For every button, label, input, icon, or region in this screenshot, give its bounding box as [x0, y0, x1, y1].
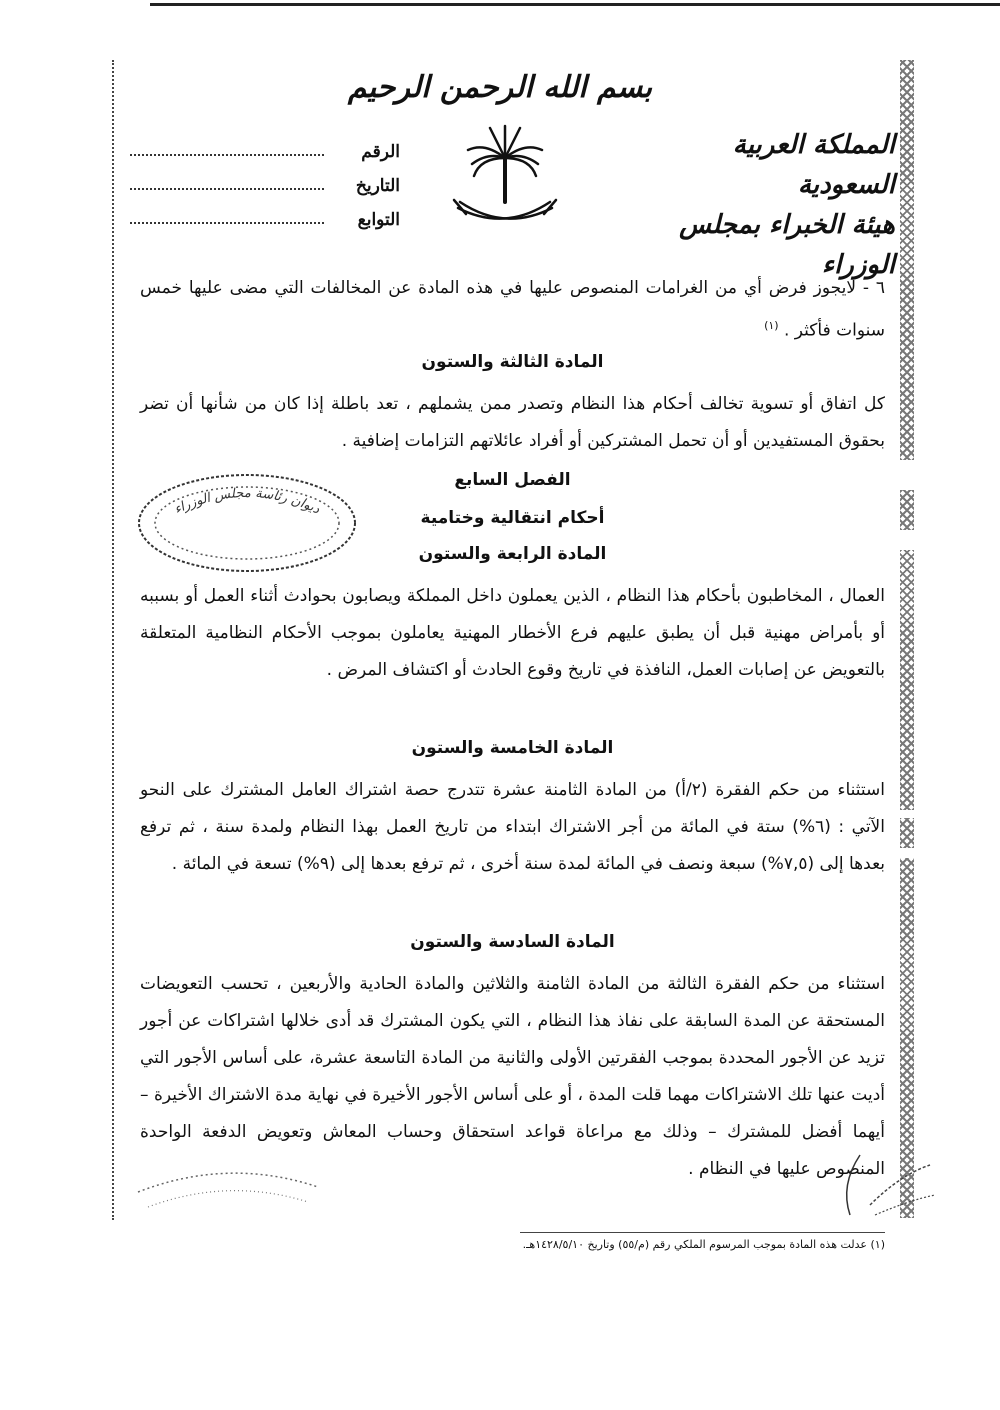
footnote: (١) عدلت هذه المادة بموجب المرسوم الملكي رقم (م/٥٥) وتاريخ ١٤٢٨/٥/١٠هـ.	[522, 1238, 885, 1251]
field-line	[130, 222, 324, 224]
kingdom-name: المملكة العربية السعودية	[732, 130, 895, 200]
basmala: بسم الله الرحمن الرحيم	[347, 70, 653, 105]
field-number	[130, 128, 400, 162]
field-line	[130, 154, 324, 156]
field-label: الرقم	[361, 142, 400, 162]
article-65-title: المادة الخامسة والستون	[411, 738, 614, 758]
kingdom-letterhead	[660, 125, 895, 285]
field-attachments	[130, 196, 400, 230]
article-64-title: المادة الرابعة والستون	[418, 544, 607, 564]
article-64-text: العمال ، المخاطبون بأحكام هذا النظام ، الذين يعملون داخل المملكة ويصابون بحوادث أثناء العمل أو بسببه أو بأمراض مهنية قبل أن يطبق عليهم فرع الأخطار المهنية يعاملون بموجب الأحكام النظامية المتعلقة بالتعويض عن إصابات العمل، النافذة في تاريخ وقوع الحادث أو اكتشاف المرض .	[140, 586, 885, 680]
top-rule	[150, 3, 1000, 6]
footnote-ref: (١)	[764, 319, 779, 332]
reference-fields	[130, 128, 400, 230]
right-border	[900, 60, 914, 460]
footnote-rule	[520, 1232, 885, 1233]
chapter-7-title: الفصل السابع	[454, 470, 571, 490]
official-seal-icon	[132, 468, 362, 578]
right-border	[900, 818, 914, 848]
palm-swords-emblem-icon	[440, 120, 570, 240]
signature-mark-icon	[830, 1145, 940, 1225]
field-label: التاريخ	[355, 176, 400, 196]
field-label: التوابع	[357, 210, 400, 230]
article-63-text: كل اتفاق أو تسوية تخالف أحكام هذا النظام وتصدر ممن يشملهم ، تعد باطلة إذا كان من شأنها أن تضر بحقوق المستفيدين أو أن تحمل المشتركين أو أفراد عائلاتهم التزامات إضافية .	[140, 394, 885, 451]
article-63-title: المادة الثالثة والستون	[421, 352, 604, 372]
right-border	[900, 550, 914, 810]
field-date	[130, 162, 400, 196]
right-border	[900, 490, 914, 530]
authority-name: هيئة الخبراء بمجلس الوزراء	[679, 210, 895, 280]
field-line	[130, 188, 324, 190]
smudged-stamp-icon	[128, 1162, 328, 1222]
item-text: لايجوز فرض أي من الغرامات المنصوص عليها في هذه المادة عن المخالفات التي مضى عليها خمس سنوات فأكثر .	[140, 278, 885, 341]
item-6	[140, 270, 885, 350]
item-number: ٦ -	[862, 278, 885, 298]
chapter-7-subtitle: أحكام انتقالية وختامية	[420, 508, 605, 528]
left-border	[112, 60, 122, 1220]
article-65-text: استثناء من حكم الفقرة (٢/أ) من المادة الثامنة عشرة تتدرج حصة اشتراك العامل المشترك على النحو الآتي : (٦%) ستة في المائة من أجر الاشتراك ابتداء من تاريخ العمل بهذا النظام ولمدة سنة ، ثم ترفع بعدها إلى (٧,٥%) سبعة ونصف في المائة لمدة سنة أخرى ، ثم ترفع بعدها إلى (٩%) تسعة في المائة .	[140, 780, 885, 874]
article-66-title: المادة السادسة والستون	[410, 932, 615, 952]
svg-text:ديوان رئاسة مجلس الوزراء: ديوان رئاسة مجلس الوزراء	[171, 485, 323, 518]
article-66-text: استثناء من حكم الفقرة الثالثة من المادة الثامنة والثلاثين والمادة الحادية والأربعين ، تحسب التعويضات المستحقة عن المدة السابقة على نفاذ هذا النظام ، التي يكون المشترك قد أدى خلالها اشتراكات عن أجور تزيد عن الأجور المحددة بموجب الفقرتين الأولى والثانية من المادة التاسعة عشرة، على أساس الأجور التي أديت عنها تلك الاشتراكات مهما قلت المدة ، أو على أساس الأجور الأخيرة في نهاية مدة الاشتراك الأخيرة – أيهما أفضل للمشترك – وذلك مع مراعاة قواعد استحقاق وحساب المعاش وتعويض الدفعة الواحدة المنصوص عليها في النظام .	[140, 974, 885, 1179]
